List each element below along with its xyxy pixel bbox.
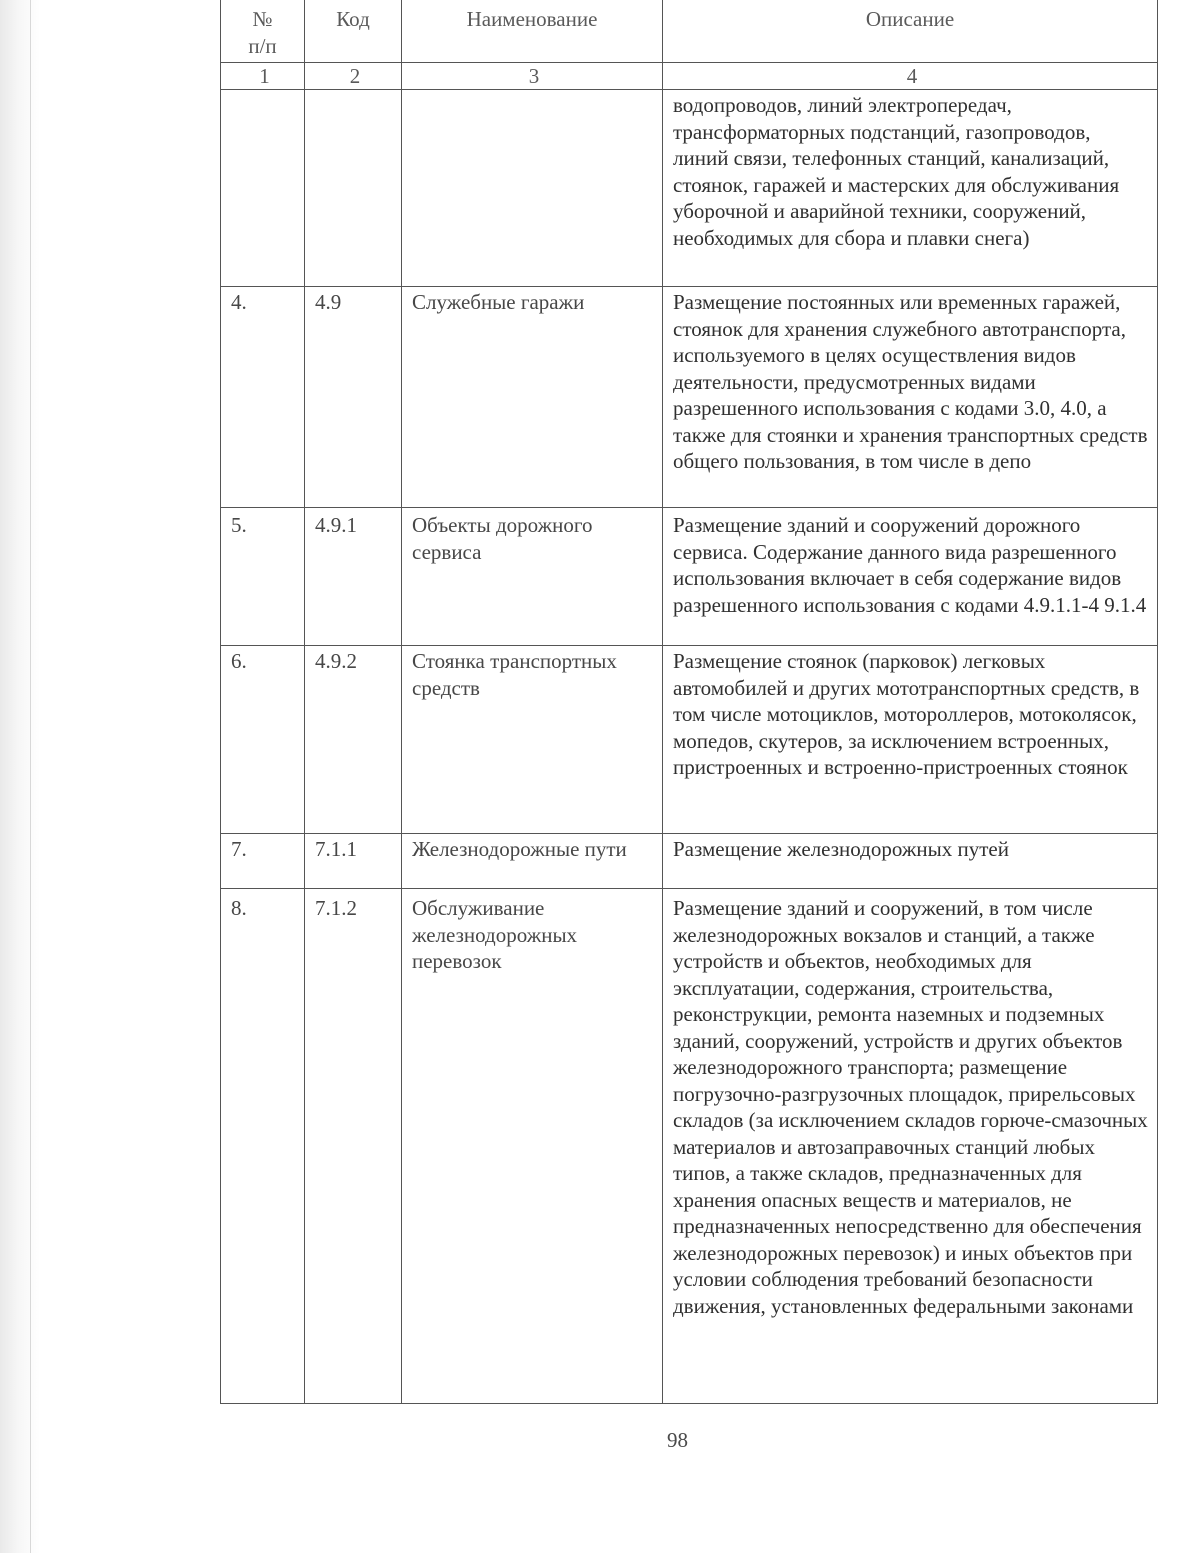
column-number: 1: [221, 63, 305, 90]
header-description: Описание: [663, 0, 1158, 63]
row-code: [305, 90, 402, 287]
header-code: Код: [305, 0, 402, 63]
column-number: 2: [305, 63, 402, 90]
row-number: [221, 90, 305, 287]
row-description: Размещение железнодорожных путей: [663, 834, 1158, 889]
column-number: 3: [402, 63, 663, 90]
row-description: Размещение зданий и сооружений дорожного сервиса. Содержание данного вида разрешенного использования включает в себя содержание видов разрешенного использования с кодами 4.9.1.1-4 9.1.4: [663, 508, 1158, 646]
row-number: 4.: [221, 287, 305, 508]
row-code: 4.9: [305, 287, 402, 508]
row-name: Служебные гаражи: [402, 287, 663, 508]
page-number: 98: [667, 1428, 688, 1452]
row-code: 7.1.2: [305, 889, 402, 1404]
column-number: 4: [663, 63, 1158, 90]
row-number: 7.: [221, 834, 305, 889]
table-row: [221, 508, 1158, 646]
row-code: 4.9.1: [305, 508, 402, 646]
row-description: Размещение зданий и сооружений, в том числе железнодорожных вокзалов и станций, а также устройств и объектов, необходимых для эксплуатации, содержания, строительства, реконструкции, ремонта наземных и подземных зданий, сооружений, устройств и других объектов железнодорожного транспорта; размещение погрузочно-разгрузочных площадок, прирельсовых складов (за исключением складов горюче-смазочных материалов и автозаправочных станций любых типов, а также складов, предназначенных для хранения опасных веществ и материалов, не предназначенных непосредственно для обеспечения железнодорожных перевозок) и иных объектов при условии соблюдения требований безопасности движения, установленных федеральными законами: [663, 889, 1158, 1404]
scan-margin: [0, 0, 40, 1553]
row-number: 5.: [221, 508, 305, 646]
row-name: Стоянка транспортных средств: [402, 646, 663, 834]
table-row: [221, 90, 1158, 287]
row-code: 4.9.2: [305, 646, 402, 834]
table-row: [221, 646, 1158, 834]
column-number-row: [221, 63, 1158, 90]
row-name: Объекты дорожного сервиса: [402, 508, 663, 646]
scan-fold-line: [30, 0, 31, 1553]
row-code: 7.1.1: [305, 834, 402, 889]
table-header-row: [221, 0, 1158, 63]
row-name: Обслуживание железнодорожных перевозок: [402, 889, 663, 1404]
row-name: Железнодорожные пути: [402, 834, 663, 889]
table-row: [221, 287, 1158, 508]
row-description: водопроводов, линий электропередач, трансформаторных подстанций, газопроводов, линий связи, телефонных станций, канализаций, стоянок, гаражей и мастерских для обслуживания уборочной и аварийной техники, сооружений, необходимых для сбора и плавки снега): [663, 90, 1158, 287]
land-use-table: [220, 0, 1158, 1404]
row-name: [402, 90, 663, 287]
header-name: Наименование: [402, 0, 663, 63]
row-number: 8.: [221, 889, 305, 1404]
table-row: [221, 834, 1158, 889]
row-description: Размещение стоянок (парковок) легковых автомобилей и других мототранспортных средств, в том числе мотоциклов, мотороллеров, мотоколясок, мопедов, скутеров, за исключением встроенных, пристроенных и встроенно-пристроенных стоянок: [663, 646, 1158, 834]
row-description: Размещение постоянных или временных гаражей, стоянок для хранения служебного автотранспорта, используемого в целях осуществления видов деятельности, предусмотренных видами разрешенного использования с кодами 3.0, 4.0, а также для стоянки и хранения транспортных средств общего пользования, в том числе в депо: [663, 287, 1158, 508]
row-number: 6.: [221, 646, 305, 834]
header-number: № п/п: [221, 0, 305, 63]
table-row: [221, 889, 1158, 1404]
